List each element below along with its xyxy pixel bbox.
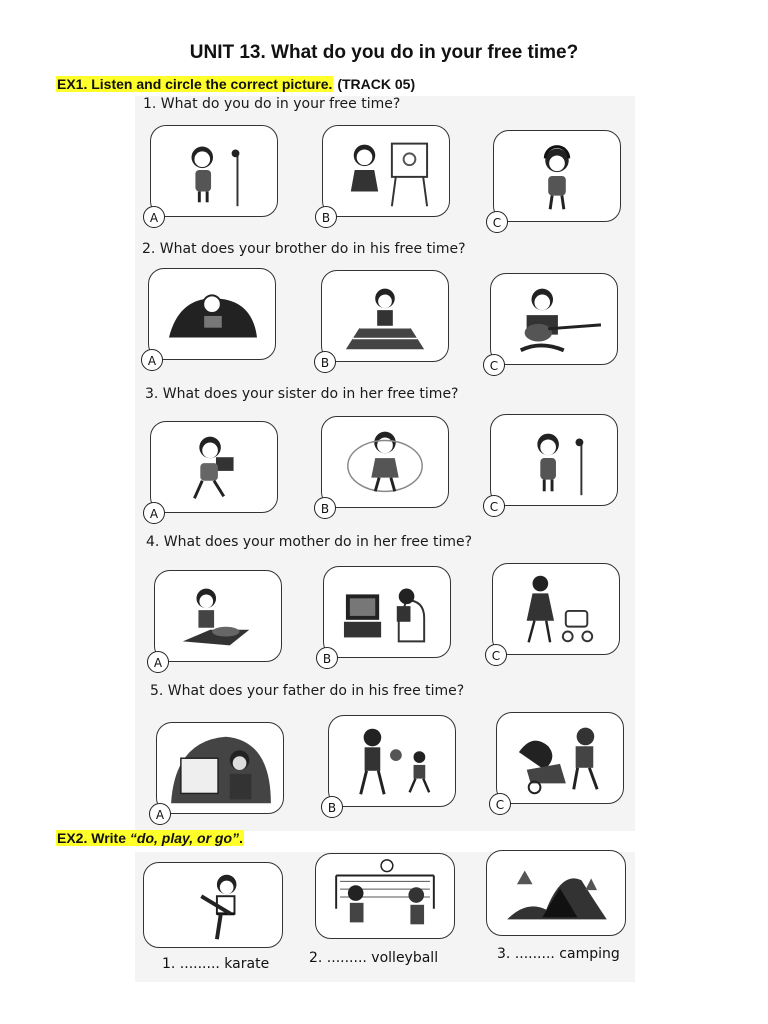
q5-option-c[interactable]: [495, 712, 624, 812]
q1-option-b[interactable]: [321, 125, 450, 225]
q3-option-b[interactable]: [320, 416, 449, 516]
question-1: 1. What do you do in your free time?: [143, 96, 401, 112]
watching-tv-illustration: [324, 567, 450, 657]
q5-option-b[interactable]: [327, 715, 456, 815]
option-letter: C: [483, 354, 505, 376]
option-letter: B: [315, 206, 337, 228]
ex2-heading: [56, 830, 244, 846]
option-letter: C: [486, 211, 508, 233]
ex1-track: (TRACK 05): [333, 76, 416, 92]
q2-option-c[interactable]: [489, 273, 618, 373]
option-letter: B: [314, 351, 336, 373]
q2-option-b[interactable]: [320, 270, 449, 370]
q1-option-a[interactable]: [149, 125, 278, 225]
option-letter: A: [147, 651, 169, 673]
gardening-illustration: [497, 713, 623, 803]
option-letter: B: [321, 796, 343, 818]
option-letter: A: [143, 502, 165, 524]
headphones-illustration: [494, 131, 620, 221]
ex2-label-prefix: EX2. Write: [57, 830, 130, 846]
gaming-illustration: [149, 269, 275, 359]
q1-option-c[interactable]: [492, 130, 621, 230]
q4-option-b[interactable]: [322, 566, 451, 666]
volleyball-illustration: [316, 854, 454, 938]
newspaper-illustration: [157, 723, 283, 813]
option-letter: A: [143, 206, 165, 228]
karate-illustration: [144, 863, 282, 947]
cooking-illustration: [155, 571, 281, 661]
q4-option-a[interactable]: [153, 570, 282, 670]
basketball-illustration: [329, 716, 455, 806]
ex1-label: EX1. Listen and circle the correct picture.: [57, 76, 333, 92]
painting-illustration: [323, 126, 449, 216]
ex2-label-words: “do, play, or go”: [129, 830, 240, 846]
camping-tent-illustration: [487, 851, 625, 935]
option-letter: B: [314, 497, 336, 519]
ex2-label-suffix: .: [239, 830, 243, 846]
option-letter: A: [149, 803, 171, 825]
page-title: UNIT 13. What do you do in your free time?: [189, 42, 579, 63]
ex2-picture-2: [315, 853, 455, 939]
skipping-illustration: [322, 417, 448, 507]
ex2-picture-1: [143, 862, 283, 948]
reading-illustration: [151, 422, 277, 512]
ex2-item-3: 3. ......... camping: [497, 946, 620, 962]
option-letter: C: [483, 495, 505, 517]
ex1-heading: [56, 76, 415, 92]
question-2: 2. What does your brother do in his free time?: [142, 241, 466, 257]
ex2-item-1: 1. ......... karate: [162, 956, 270, 972]
shopping-illustration: [493, 564, 619, 654]
chess-illustration: [322, 271, 448, 361]
option-letter: B: [316, 647, 338, 669]
option-letter: C: [485, 644, 507, 666]
question-4: 4. What does your mother do in her free time?: [146, 534, 473, 550]
option-letter: C: [489, 793, 511, 815]
q3-option-a[interactable]: [149, 421, 278, 521]
q4-option-c[interactable]: [491, 563, 620, 663]
q2-option-a[interactable]: [147, 268, 276, 368]
ex2-item-2: 2. ......... volleyball: [309, 950, 439, 966]
question-3: 3. What does your sister do in her free time?: [145, 386, 459, 402]
option-letter: A: [141, 349, 163, 371]
singing-illustration: [151, 126, 277, 216]
question-5: 5. What does your father do in his free time?: [150, 683, 465, 699]
q5-option-a[interactable]: [155, 722, 284, 822]
singing-illustration: [491, 415, 617, 505]
ex2-picture-3: [486, 850, 626, 936]
q3-option-c[interactable]: [489, 414, 618, 514]
guitar-illustration: [491, 274, 617, 364]
